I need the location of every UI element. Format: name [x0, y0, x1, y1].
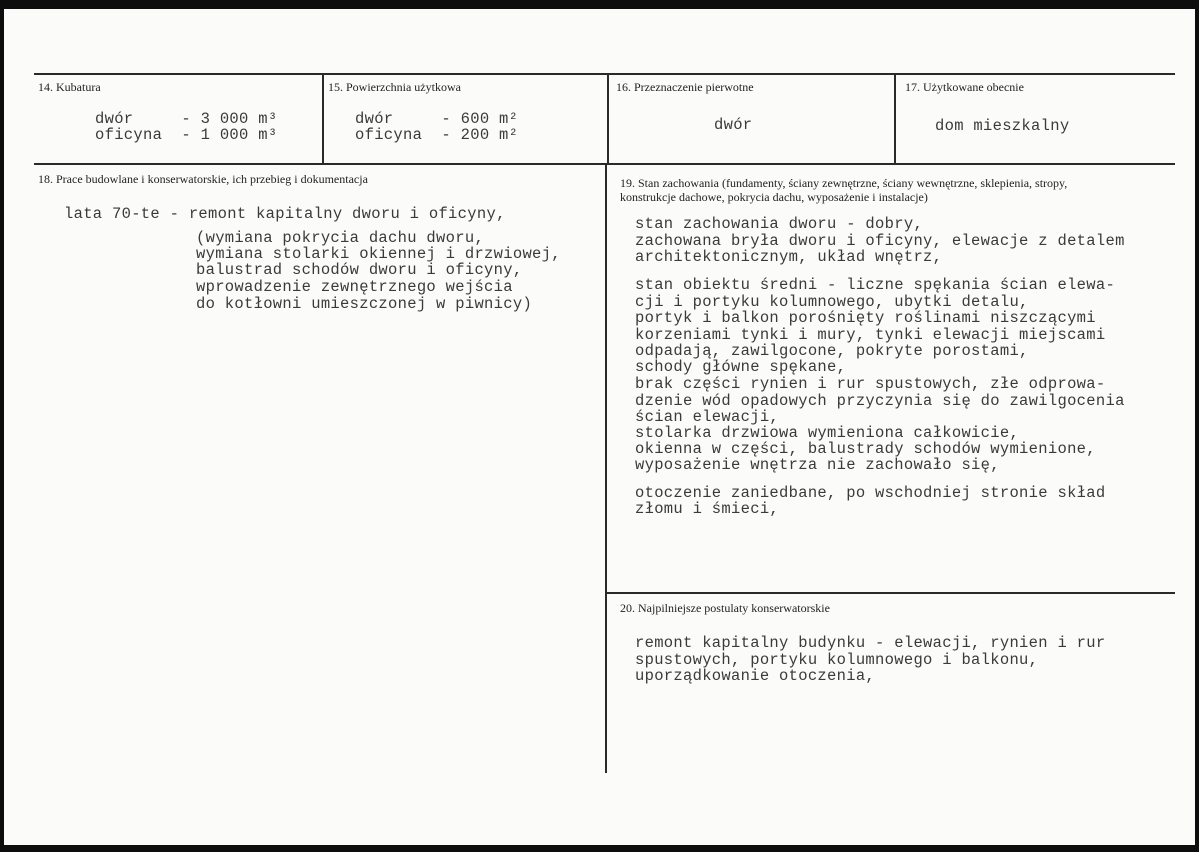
top-rule: [34, 73, 1175, 75]
stan-label-line-1: 19. Stan zachowania (fundamenty, ściany zewnętrzne, ściany wewnętrzne, sklepienia, stropy,: [620, 176, 1068, 190]
stan-p2-line: brak części rynien i rur spustowych, złe odprowa-: [635, 375, 1106, 393]
stan-p1-line: stan zachowania dworu - dobry,: [635, 215, 924, 233]
kubatura-label: 14. Kubatura: [38, 80, 101, 94]
stan-p3-line: złomu i śmieci,: [635, 500, 780, 518]
przeznaczenie-label: 16. Przeznaczenie pierwotne: [616, 80, 754, 94]
stan-p2-line: schody główne spękane,: [635, 358, 847, 376]
divider-18-19: [605, 163, 607, 773]
postulaty-line: remont kapitalny budynku - elewacji, rynien i rur: [635, 634, 1106, 652]
stan-p1-line: zachowana bryła dworu i oficyny, elewacje z detalem: [635, 232, 1125, 250]
prace-indent-line: balustrad schodów dworu i oficyny,: [196, 261, 523, 279]
powierzchnia-label: 15. Powierzchnia użytkowa: [328, 80, 461, 94]
stan-p2-line: wyposażenie wnętrza nie zachowało się,: [635, 456, 1000, 474]
divider-16-17: [894, 73, 896, 165]
stan-p2-line: odpadają, zawilgocone, pokryte porostami,: [635, 342, 1029, 360]
prace-indent-line: do kotłowni umieszczonej w piwnicy): [196, 295, 533, 313]
stan-p2-line: portyk i balkon porośnięty roślinami niszczącymi: [635, 309, 1096, 327]
uzytkowane-label: 17. Użytkowane obecnie: [905, 80, 1024, 94]
przeznaczenie-value: dwór: [714, 116, 753, 134]
scanned-card-sheet: [4, 9, 1195, 845]
stan-label-line-2: konstrukcje dachowe, pokrycia dachu, wyposażenie i instalacje): [620, 190, 928, 204]
stan-p2-line: cji i portyku kolumnowego, ubytki detalu,: [635, 293, 1029, 311]
prace-label: 18. Prace budowlane i konserwatorskie, ich przebieg i dokumentacja: [38, 172, 368, 186]
prace-first-line: lata 70-te - remont kapitalny dworu i oficyny,: [64, 205, 506, 223]
stan-p2-line: stolarka drzwiowa wymieniona całkowicie,: [635, 424, 1020, 442]
stan-p2-line: dzenie wód opadowych przyczynia się do zawilgocenia: [635, 392, 1125, 410]
postulaty-rule: [606, 592, 1175, 594]
powierzchnia-line-2: oficyna - 200 m²: [355, 126, 519, 144]
stan-p3-line: otoczenie zaniedbane, po wschodniej stronie skład: [635, 484, 1106, 502]
postulaty-label: 20. Najpilniejsze postulaty konserwatorskie: [620, 601, 830, 615]
stan-p2-line: korzeniami tynki i mury, tynki elewacji miejscami: [635, 326, 1106, 344]
stan-p2-line: okienna w części, balustrady schodów wymienione,: [635, 440, 1096, 458]
stan-p1-line: architektonicznym, układ wnętrz,: [635, 248, 943, 266]
prace-indent-line: wymiana stolarki okiennej i drzwiowej,: [196, 245, 561, 263]
kubatura-line-1: dwór - 3 000 m³: [95, 110, 278, 128]
prace-indent-line: (wymiana pokrycia dachu dworu,: [196, 229, 485, 247]
divider-15-16: [607, 73, 609, 165]
stan-p2-line: ścian elewacji,: [635, 408, 780, 426]
powierzchnia-line-1: dwór - 600 m²: [355, 110, 519, 128]
prace-indent-line: wprowadzenie zewnętrznego wejścia: [196, 278, 513, 296]
kubatura-line-2: oficyna - 1 000 m³: [95, 126, 278, 144]
divider-14-15: [322, 73, 324, 165]
uzytkowane-value: dom mieszkalny: [935, 117, 1070, 135]
postulaty-line: uporządkowanie otoczenia,: [635, 667, 876, 685]
stan-p2-line: stan obiektu średni - liczne spękania ścian elewa-: [635, 276, 1116, 294]
postulaty-line: spustowych, portyku kolumnowego i balkonu,: [635, 651, 1039, 669]
